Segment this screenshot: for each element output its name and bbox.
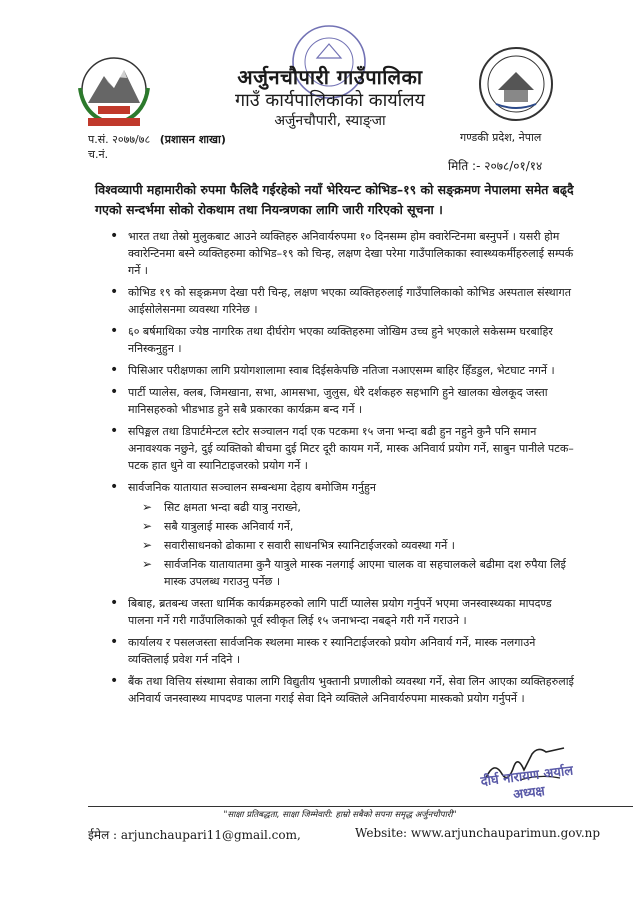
office-name: अर्जुनचौपारी गाउँपालिका bbox=[237, 65, 423, 89]
reference-section: (प्रशासन शाखा) bbox=[159, 133, 226, 146]
list-item: • बैंक तथा वित्तिय संस्थामा सेवाका लागि विद्युतीय भुक्तानी प्रणालीको व्यवस्था गर्ने, सेवा लिन आएका व्यक्तिहरुलाई अनिवार्य जनस्वास्थ्य मापदण्ड पालना गराई सेवा दिने व्यक्तिले अनिवार्यरुपमा मास्कको प्रयोग गर्नुपर्ने । bbox=[106, 673, 576, 707]
transport-sub-list bbox=[128, 499, 576, 590]
dispatch-number: च.नं. bbox=[88, 148, 109, 161]
list-item: • बिबाह, ब्रतबन्ध जस्ता धार्मिक कार्यक्रमहरुको लागि पार्टी प्यालेस प्रयोग गर्नुपर्ने भएमा जनस्वास्थ्यका मापदण्ड पालना गर्ने गरी गाउँपालिकाको पूर्व स्वीकृत लिई १५ जनाभन्दा नबढ्ने गरी गर्ने गराउने । bbox=[106, 595, 576, 629]
province-label: गण्डकी प्रदेश, नेपाल bbox=[460, 131, 542, 144]
sub-list-item: ➢ सवारीसाधनको ढोकामा र सवारी साधनभित्र स्यानिटाईजरको व्यवस्था गर्ने । bbox=[142, 537, 576, 554]
office-address: अर्जुनचौपारी, स्याङ्जा bbox=[274, 113, 386, 129]
list-item: • पिसिआर परीक्षणका लागि प्रयोगशालामा स्वाब दिईसकेपछि नतिजा नआएसम्म बाहिर हिँडडुल, भेटघाट नगर्ने । bbox=[106, 362, 576, 379]
list-item: • भारत तथा तेस्रो मुलुकबाट आउने व्यक्तिहरु अनिवार्यरुपमा १० दिनसम्म होम क्वारेन्टिनमा बस्नुपर्ने । यसरी होम क्वारेन्टिनमा बस्ने व्यक्तिहरुमा कोभिड–१९ को चिन्ह, लक्षण देखा परेमा गाउँपालिकाका स्वास्थ्यकर्मीहरुलाई सम्पर्क गर्ने । bbox=[106, 228, 576, 279]
footer-divider bbox=[88, 806, 633, 807]
letter-date: मिति :- २०७८/०१/१४ bbox=[448, 159, 543, 173]
sub-list-item: ➢ सार्वजनिक यातायातमा कुनै यात्रुले मास्क नलगाई आएमा चालक वा सहचालकले बढीमा दश रुपैया लिई मास्क उपलब्ध गराउनु पर्नेछ । bbox=[142, 556, 576, 590]
signatory-title: अध्यक्ष bbox=[512, 784, 546, 803]
list-item-transport bbox=[106, 479, 576, 590]
reference-number bbox=[88, 132, 226, 147]
signatory-name: दीर्घ नारायण अर्याल bbox=[479, 763, 574, 790]
footer-motto: "साक्षा प्रतिबद्धता, साक्षा जिम्मेवारी: हाम्रो सबैको सपना समृद्ध अर्जुनचौपारी" bbox=[223, 810, 457, 820]
list-item: • ६० बर्षमाथिका ज्येष्ठ नागरिक तथा दीर्घरोग भएका व्यक्तिहरुमा जोखिम उच्च हुने भएकाले सकेसम्म घरबाहिर ननिस्कनुहुन । bbox=[106, 323, 576, 357]
reference-label: प.सं. २०७७/७८ bbox=[88, 133, 151, 146]
list-item: • पार्टी प्यालेस, क्लब, जिमखाना, सभा, आमसभा, जुलुस, धेरै दर्शकहरु सहभागि हुने खालका खेलकूद जस्ता मानिसहरुको भीडभाड हुने सबै प्रकारका कार्यक्रम बन्द गर्ने । bbox=[106, 384, 576, 418]
notice-subject: विश्वव्यापी महामारीको रुपमा फैलिदै गईरहेको नयाँ भेरियन्ट कोभिड–१९ को सङ्क्रमण नेपालमा समेत बढ्दै गएको सन्दर्भमा सोको रोकथाम तथा नियन्त्रणका लागि जारी गरिएको सूचना । bbox=[95, 182, 574, 217]
transport-intro: सार्वजनिक यातायात सञ्चालन सम्बन्धमा देहाय बमोजिम गर्नुहुन bbox=[128, 481, 376, 494]
list-item: • कोभिड १९ को सङ्क्रमण देखा परी चिन्ह, लक्षण भएका व्यक्तिहरुलाई गाउँपालिकाको कोभिड अस्पताल संस्थागत आईसोलेसनमा व्यवस्था गरिनेछ । bbox=[106, 284, 576, 318]
contact-email[interactable]: ईमेल : arjunchaupari11@gmail.com, bbox=[88, 828, 301, 842]
list-item: • कार्यालय र पसलजस्ता सार्वजनिक स्थलमा मास्क र स्यानिटाईजरको प्रयोग अनिवार्य गर्ने, मास्क नलगाउने व्यक्तिलाई प्रवेश गर्न नदिने । bbox=[106, 634, 576, 668]
sub-list-item: ➢ सबै यात्रुलाई मास्क अनिवार्य गर्ने, bbox=[142, 518, 576, 535]
list-item: • सपिङ्मल तथा डिपार्टमेन्टल स्टोर सञ्चालन गर्दा एक पटकमा १५ जना भन्दा बढी हुन नहुने कुनै पनि समान अनावश्यक नछुने, दुई व्यक्तिको बीचमा दुई मिटर दूरी कायम गर्ने, मास्क अनिवार्य प्रयोग गर्ने, साबुन पानीले पटक–पटक हात धुने वा स्यानिटाइजरको प्रयोग गर्ने । bbox=[106, 423, 576, 474]
notice-points bbox=[106, 228, 576, 712]
contact-website[interactable]: Website: www.arjunchauparimun.gov.np bbox=[355, 826, 601, 840]
office-type: गाउँ कार्यपालिकाको कार्यालय bbox=[235, 90, 425, 111]
sub-list-item: ➢ सिट क्षमता भन्दा बढी यात्रु नराख्ने, bbox=[142, 499, 576, 516]
